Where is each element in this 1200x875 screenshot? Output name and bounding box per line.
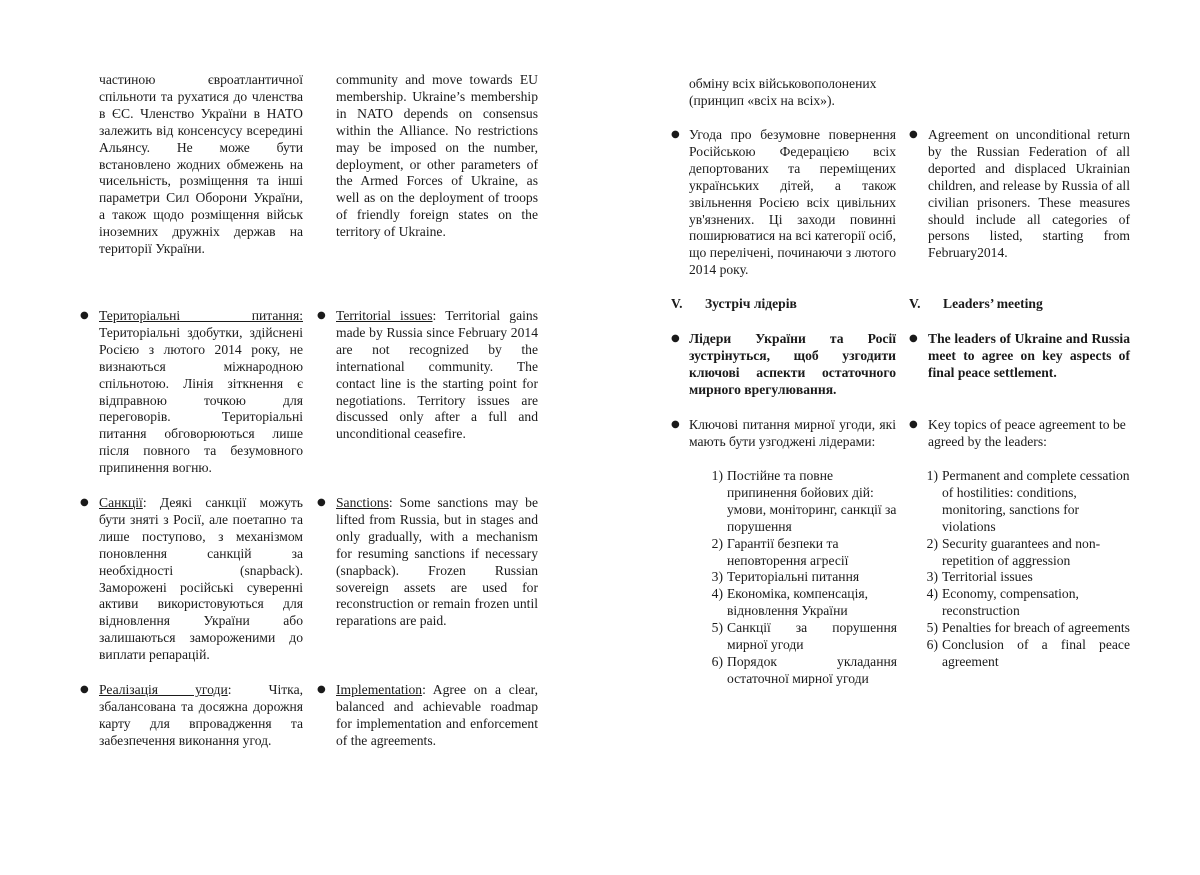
uk-territorial-text: Територіальні здобутки, здійснені Росією з лютого 2014 року, не визнаються міжнародною спільнотою. Лінія зіткнення є відправною точкою для переговорів. Територіальні питання обговорюються лише після повного та безумовного припинення вогню. [99, 324, 303, 476]
uk-territorial-item [99, 308, 303, 477]
list-item [908, 620, 1130, 637]
en-sanctions-text: : Some sanctions may be lifted from Russia, but in stages and only gradually, with a mechanism for resuming sanctions if necessary (snapback). Frozen Russian sovereign assets are used for reconstruction or remain frozen until reparations are paid. [336, 495, 538, 629]
list-item-number: 5) [711, 620, 723, 636]
list-item [908, 569, 1130, 586]
bullet-icon: ● [671, 129, 680, 140]
bullet-icon: ● [909, 333, 918, 344]
list-item-number: 6) [926, 637, 938, 653]
uk-section-title: Зустріч лідерів [705, 296, 797, 311]
en-section-number: V. [909, 296, 921, 311]
bullet-icon: ● [909, 419, 918, 430]
list-item-text: Conclusion of a final peace agreement [942, 637, 1130, 669]
bullet-icon: ● [80, 497, 89, 508]
uk-implementation-label: Реалізація угоди [99, 682, 228, 697]
en-section-heading [909, 296, 1043, 313]
uk-implementation-text: : Чітка, збалансована та досяжна дорожня карту для впровадження та забезпечення виконання угод. [99, 682, 303, 748]
bullet-icon: ● [317, 497, 326, 508]
uk-section-heading [671, 296, 797, 313]
en-territorial-label: Territorial issues [336, 308, 433, 323]
list-item-text: Економіка, компенсація, відновлення України [727, 586, 869, 619]
en-territorial-item [336, 308, 538, 443]
en-topics-list [908, 468, 1130, 671]
uk-leaders-text: Лідери України та Росії зустрінуться, щоб узгодити ключові аспекти остаточного мирного врегулювання. [689, 331, 896, 397]
uk-nato-continuation: частиною євроатлантичної спільноти та рухатися до членства в ЄС. Членство України в НАТО залежить від консенсусу всередині Альянсу. Не може бути встановлено жодних обмежень на чисельність, розміщення та інші параметри Сил Оборони України, а також щодо розміщення військ іноземних дружніх держав на території України. [99, 72, 303, 257]
list-item [908, 536, 1130, 570]
bullet-icon: ● [671, 419, 680, 430]
list-item-number: 6) [711, 653, 723, 669]
uk-section-number: V. [671, 296, 683, 311]
list-item [908, 637, 1130, 671]
en-deportation-text: Agreement on unconditional return by the Russian Federation of all deported and displaced Ukrainian children, and release by Russia of all civilian prisoners. These measures should include all categories of persons listed, starting from February2014. [928, 127, 1130, 261]
list-item-text: Порядок укладання остаточної мирної угоди [727, 653, 897, 686]
list-item-text: Economy, compensation, reconstruction [942, 586, 1079, 619]
list-item-text: Гарантії безпеки та неповторення агресії [727, 535, 849, 568]
list-item-text: Територіальні питання [727, 569, 860, 585]
list-item [908, 586, 1130, 620]
list-item-text: Постійне та повне припинення бойових дій: умови, моніторинг, санкції за порушення [727, 468, 897, 534]
list-item [908, 468, 1130, 536]
list-item-number: 4) [711, 586, 723, 602]
uk-deportation-text: Угода про безумовне повернення Російською Федерацією всіх депортованих та переміщених українських дітей, а також звільнення Росією всіх цивільних ув'язнених. Ці заходи повинні поширюватися на всі категорії осіб, що перелічені, починаючи з лютого 2014 року. [689, 127, 896, 278]
list-item-number: 4) [926, 586, 938, 602]
list-item-text: Permanent and complete cessation of hostilities: conditions, monitoring, sanctions for violations [942, 468, 1130, 534]
en-implementation-text: : Agree on a clear, balanced and achievable roadmap for implementation and enforcement of the agreements. [336, 682, 538, 748]
list-item [693, 654, 897, 688]
en-implementation-label: Implementation [336, 682, 423, 697]
en-leaders-text: The leaders of Ukraine and Russia meet to agree on key aspects of final peace settlement. [928, 331, 1130, 380]
uk-topics-list [693, 468, 897, 688]
list-item-number: 5) [926, 620, 938, 636]
en-section-title: Leaders’ meeting [943, 296, 1043, 311]
list-item-number: 3) [926, 569, 938, 585]
bullet-icon: ● [80, 310, 89, 321]
uk-territorial-label: Територіальні питання: [99, 308, 303, 323]
uk-sanctions-label: Санкції [99, 495, 143, 510]
en-sanctions-label: Sanctions [336, 495, 389, 510]
bullet-icon: ● [317, 684, 326, 695]
en-territorial-text: : Territorial gains made by Russia since February 2014 are not recognized by the international community. The contact line is the starting point for negotiations. Territory issues are discussed only after a full and unconditional ceasefire. [336, 308, 538, 442]
list-item-number: 1) [711, 468, 723, 483]
list-item-number: 2) [926, 535, 938, 551]
list-item [693, 536, 897, 570]
bullet-icon: ● [80, 684, 89, 695]
en-sanctions-item [336, 495, 538, 630]
list-item-text: Territorial issues [942, 569, 1033, 585]
list-item-text: Санкції за порушення мирної угоди [727, 620, 897, 653]
bullet-icon: ● [909, 129, 918, 140]
list-item-number: 1) [926, 468, 938, 483]
uk-sanctions-text: : Деякі санкції можуть бути зняті з Росії, але поетапно та лише поступово, з механізмом поновлення санкцій за необхідності (snapback). Заморожені російські суверенні активи використовуються для відновлення України або залишаються замороженими до виплати репарацій. [99, 495, 303, 663]
uk-sanctions-item [99, 495, 303, 664]
bullet-icon: ● [317, 310, 326, 321]
en-topics-intro: Key topics of peace agreement to be agreed by the leaders: [928, 417, 1126, 449]
list-item [693, 620, 897, 654]
list-item-text: Security guarantees and non-repetition of aggression [942, 535, 1101, 568]
uk-topics-intro: Ключові питання мирної угоди, які мають бути узгоджені лідерами: [689, 417, 896, 449]
bullet-icon: ● [671, 333, 680, 344]
uk-prisoners-continuation: обміну всіх військовополонених (принцип «всіх на всіх»). [689, 76, 877, 108]
list-item-text: Penalties for breach of agreements [942, 620, 1130, 636]
right-page [600, 0, 1200, 875]
list-item [693, 586, 897, 620]
en-nato-continuation: community and move towards EU membership. Ukraine’s membership in NATO depends on consensus within the Alliance. No restrictions may be imposed on the number, deployment, or other parameters of the Armed Forces of Ukraine, as well as on the deployment of troops of friendly foreign states on the territory of Ukraine. [336, 72, 538, 240]
en-implementation-item [336, 682, 538, 750]
list-item-number: 2) [711, 535, 723, 551]
list-item [693, 468, 897, 536]
uk-implementation-item [99, 682, 303, 750]
list-item-number: 3) [711, 569, 723, 585]
list-item [693, 569, 897, 586]
